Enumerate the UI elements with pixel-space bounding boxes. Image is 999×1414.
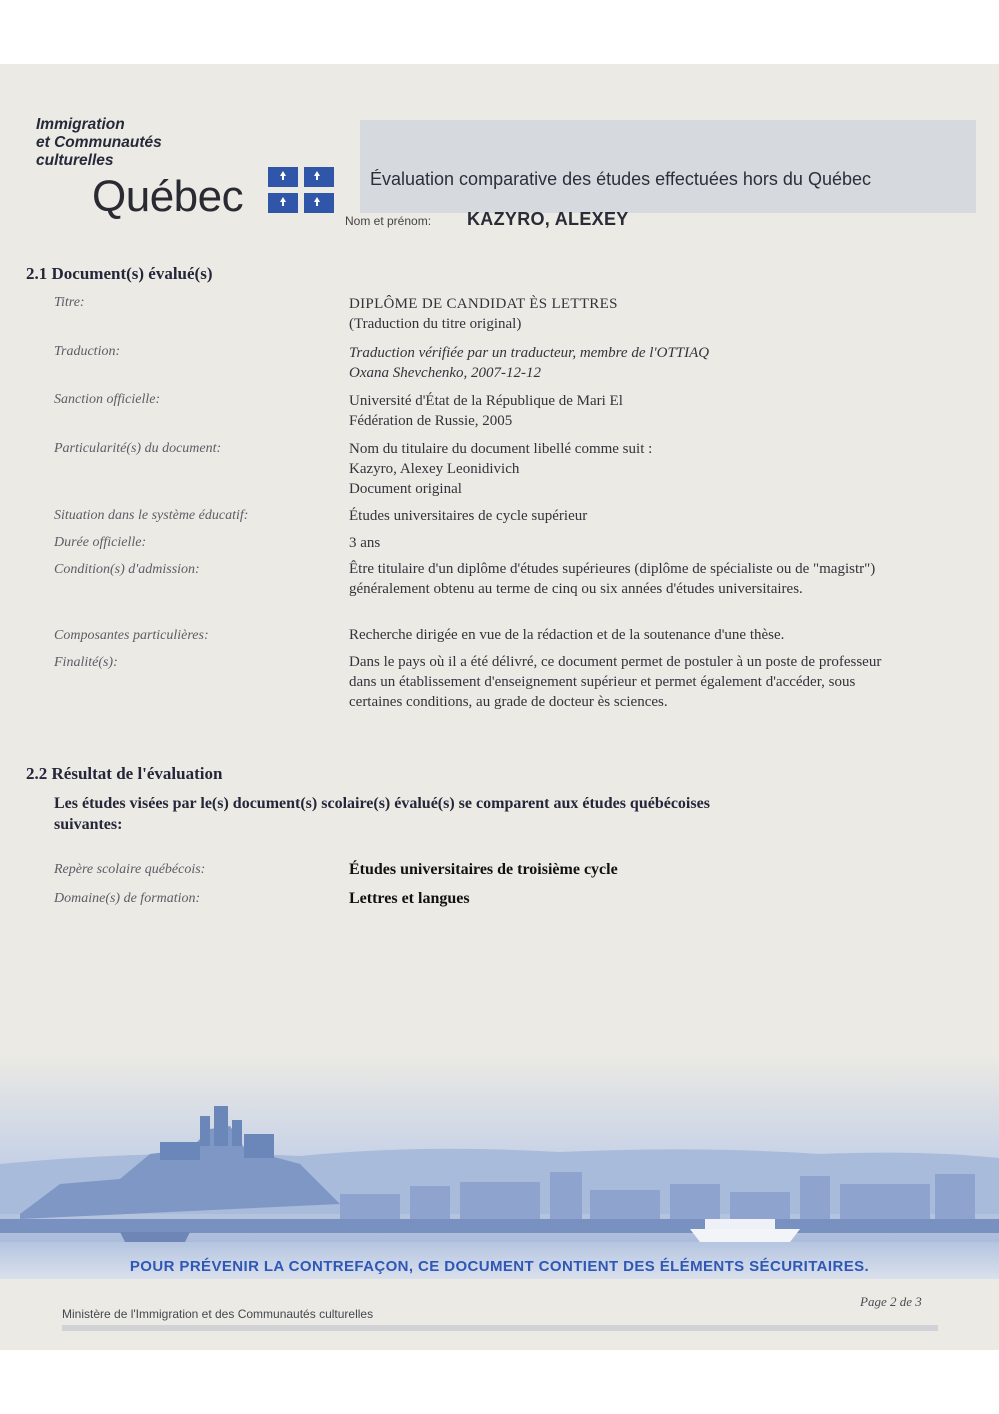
ministry-line-3: culturelles bbox=[36, 152, 114, 169]
field-label-situation: Situation dans le système éducatif: bbox=[54, 508, 249, 523]
field-value-quebec-benchmark: Études universitaires de troisième cycle bbox=[349, 861, 618, 878]
particularities-line: Kazyro, Alexey Leonidivich bbox=[349, 461, 520, 477]
section-heading-result: 2.2 Résultat de l'évaluation bbox=[26, 764, 223, 783]
ministry-line-2: et Communautés bbox=[36, 134, 162, 151]
field-value-title bbox=[349, 294, 909, 334]
footer-ministry: Ministère de l'Immigration et des Communautés culturelles bbox=[62, 1307, 374, 1321]
field-label-purpose: Finalité(s): bbox=[54, 655, 118, 670]
document-title: Évaluation comparative des études effectuées hors du Québec bbox=[370, 169, 871, 189]
ministry-name bbox=[36, 116, 162, 170]
section-heading-documents: 2.1 Document(s) évalué(s) bbox=[26, 264, 213, 283]
title-band bbox=[360, 120, 976, 213]
page-number: Page 2 de 3 bbox=[860, 1294, 922, 1309]
particularities-line: Document original bbox=[349, 481, 462, 497]
title-line: (Traduction du titre original) bbox=[349, 316, 522, 332]
field-label-sanction: Sanction officielle: bbox=[54, 392, 161, 407]
field-label-particularities: Particularité(s) du document: bbox=[54, 441, 222, 456]
sanction-line: Fédération de Russie, 2005 bbox=[349, 413, 513, 429]
ministry-line-1: Immigration bbox=[36, 116, 125, 133]
particularities-line: Nom du titulaire du document libellé comme suit : bbox=[349, 441, 653, 457]
translation-line: Oxana Shevchenko, 2007-12-12 bbox=[349, 365, 542, 381]
field-value-admission bbox=[349, 559, 899, 599]
city-skyline-banner bbox=[0, 1054, 999, 1279]
quebec-wordmark: Québec bbox=[92, 172, 244, 221]
field-label-training-domain: Domaine(s) de formation: bbox=[54, 891, 201, 906]
field-value-purpose bbox=[349, 652, 894, 712]
name-value: KAZYRO, ALEXEY bbox=[467, 209, 629, 229]
duration-line: 3 ans bbox=[349, 535, 381, 551]
translation-line: Traduction vérifiée par un traducteur, membre de l'OTTIAQ bbox=[349, 345, 710, 361]
field-label-admission: Condition(s) d'admission: bbox=[54, 562, 200, 577]
security-notice: POUR PRÉVENIR LA CONTREFAÇON, CE DOCUMENT CONTIENT DES ÉLÉMENTS SÉCURITAIRES. bbox=[129, 1258, 870, 1275]
document-page bbox=[0, 64, 999, 1350]
field-value-sanction bbox=[349, 391, 909, 431]
components-line: Recherche dirigée en vue de la rédaction et de la soutenance d'une thèse. bbox=[349, 627, 785, 643]
situation-line: Études universitaires de cycle supérieur bbox=[349, 508, 588, 524]
field-label-duration: Durée officielle: bbox=[54, 535, 147, 550]
sanction-line: Université d'État de la République de Mari El bbox=[349, 393, 623, 409]
title-line: DIPLÔME DE CANDIDAT ÈS LETTRES bbox=[349, 296, 618, 312]
purpose-text: Dans le pays où il a été délivré, ce document permet de postuler à un poste de professeur dans un établissement d'enseignement supérieur et permet également d'accéder, sous certaines conditions, au grade de docteur ès sciences. bbox=[349, 654, 882, 710]
admission-text: Être titulaire d'un diplôme d'études supérieures (diplôme de spécialiste ou de "magistr") généralement obtenu au terme de cinq ou six années d'études universitaires. bbox=[349, 561, 876, 597]
name-label: Nom et prénom: bbox=[345, 214, 432, 228]
field-value-particularities bbox=[349, 439, 909, 499]
result-intro: Les études visées par le(s) document(s) scolaire(s) évalué(s) se comparent aux études québécoises suivantes: bbox=[54, 795, 710, 833]
field-value-duration bbox=[349, 533, 909, 553]
field-label-quebec-benchmark: Repère scolaire québécois: bbox=[54, 862, 206, 877]
field-value-training-domain: Lettres et langues bbox=[349, 890, 470, 907]
quebec-flag-icon bbox=[268, 167, 334, 213]
field-label-translation: Traduction: bbox=[54, 344, 121, 359]
field-value-translation bbox=[349, 343, 909, 383]
field-value-components bbox=[349, 625, 909, 645]
field-label-title: Titre: bbox=[54, 295, 85, 310]
footer-rule bbox=[62, 1325, 938, 1331]
field-value-situation bbox=[349, 506, 909, 526]
field-label-components: Composantes particulières: bbox=[54, 628, 209, 643]
